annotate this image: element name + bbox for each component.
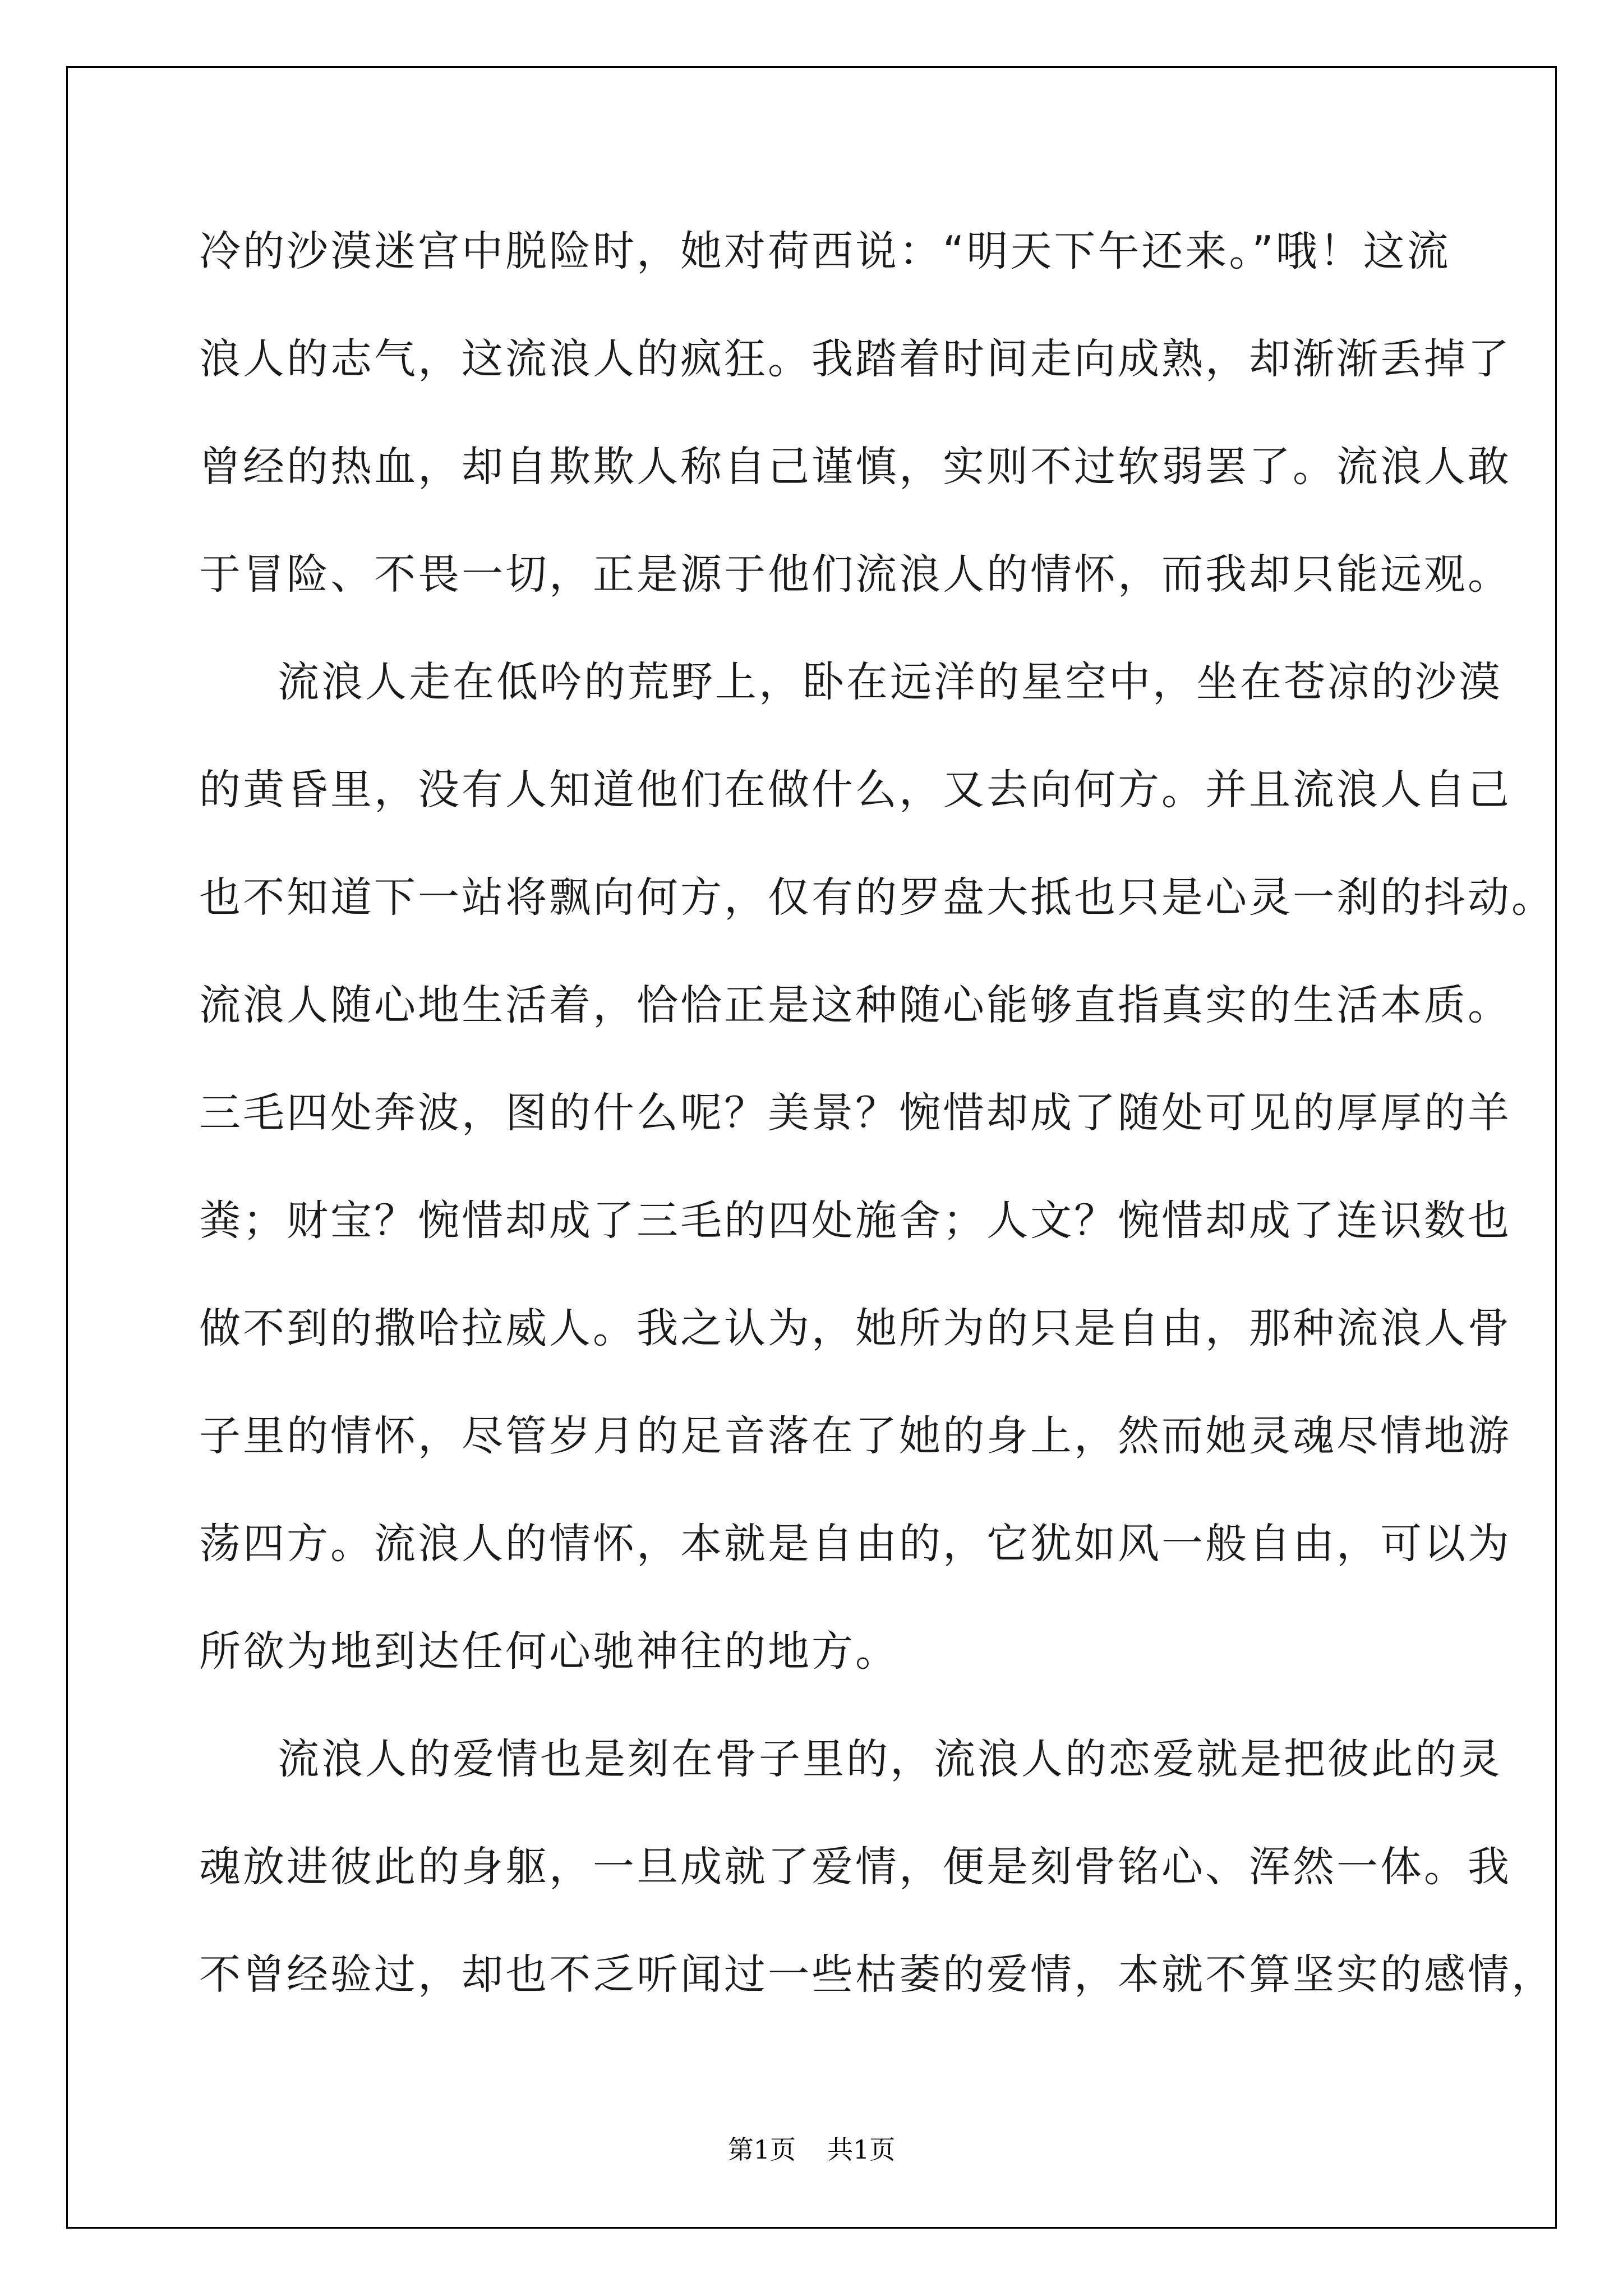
text-line: 浪人的志气，这流浪人的疯狂。我踏着时间走向成熟，却渐渐丢掉了: [199, 335, 1511, 383]
text-line: 三毛四处奔波，图的什么呢？美景？惋惜却成了随处可见的厚厚的羊: [199, 1089, 1511, 1137]
page-footer: [0, 2133, 1623, 2166]
text-line: 不曾经验过，却也不乏听闻过一些枯萎的爱情，本就不算坚实的感情，: [199, 1950, 1555, 1999]
page-number-total: 共1页: [827, 2134, 896, 2165]
text-line: 魂放进彼此的身躯，一旦成就了爱情，便是刻骨铭心、浑然一体。我: [199, 1843, 1511, 1891]
text-line: 子里的情怀，尽管岁月的足音落在了她的身上，然而她灵魂尽情地游: [199, 1412, 1511, 1460]
page-number-current: 第1页: [727, 2134, 796, 2165]
text-line: 荡四方。流浪人的情怀，本就是自由的，它犹如风一般自由，可以为: [199, 1520, 1511, 1568]
text-line: 做不到的撒哈拉威人。我之认为，她所为的只是自由，那种流浪人骨: [199, 1304, 1511, 1352]
text-line: 流浪人随心地生活着，恰恰正是这种随心能够直指真实的生活本质。: [199, 981, 1511, 1029]
text-line: 的黄昏里，没有人知道他们在做什么，又去向何方。并且流浪人自己: [199, 766, 1511, 814]
text-line: 粪；财宝？惋惜却成了三毛的四处施舍；人文？惋惜却成了连识数也: [199, 1197, 1511, 1245]
text-line: 冷的沙漠迷宫中脱险时，她对荷西说：“明天下午还来。”哦！这流: [199, 227, 1451, 275]
page-border: [66, 66, 1557, 2229]
text-line: 曾经的热血，却自欺欺人称自己谨慎，实则不过软弱罢了。流浪人敢: [199, 443, 1511, 491]
paragraph-start-line: 流浪人走在低吟的荒野上，卧在远洋的星空中，坐在苍凉的沙漠: [278, 658, 1502, 706]
text-line: 也不知道下一站将飘向何方，仅有的罗盘大抵也只是心灵一刹的抖动。: [199, 873, 1555, 922]
paragraph-start-line: 流浪人的爱情也是刻在骨子里的，流浪人的恋爱就是把彼此的灵: [278, 1735, 1502, 1783]
text-line: 于冒险、不畏一切，正是源于他们流浪人的情怀，而我却只能远观。: [199, 550, 1511, 599]
text-line: 所欲为地到达任何心驰神往的地方。: [199, 1627, 899, 1676]
